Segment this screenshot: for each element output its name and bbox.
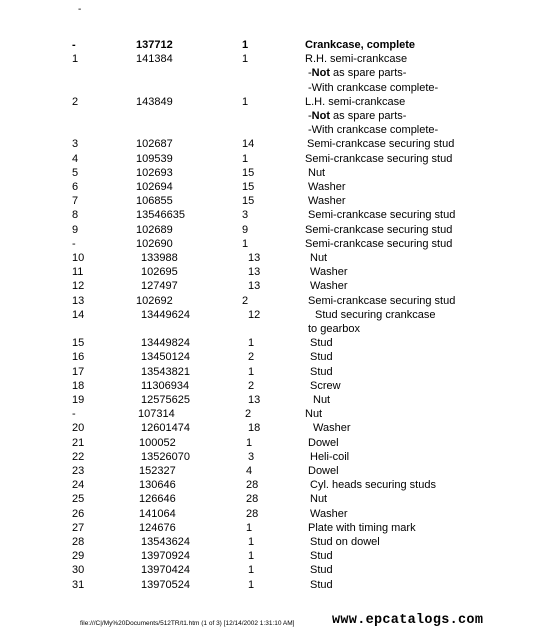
quantity: 1 [242,152,249,165]
part-number: 13543624 [141,536,190,548]
item-number: 18 [72,379,85,392]
quantity: 28 [246,479,259,492]
quantity: 1 [242,237,249,250]
quantity: 13 [248,266,261,279]
description-emphasis: Not [311,110,330,122]
description: Washer [310,507,348,520]
quantity: 2 [242,294,249,307]
description: Cyl. heads securing studs [310,479,436,492]
quantity: 1 [246,436,253,449]
item-number: 13 [72,294,85,307]
item-number: 3 [72,138,79,151]
item-number: 21 [72,436,85,449]
footer-brand: www.epcatalogs.com [332,613,484,628]
part-number: 102694 [136,181,173,193]
item-number: 28 [72,536,85,548]
part-number: 13450124 [141,351,190,364]
item-number: - [72,408,76,421]
quantity: 13 [248,252,261,264]
item-number: 23 [72,465,85,477]
part-number: 124676 [139,521,176,534]
item-number: 12 [72,280,85,293]
description: Dowel [308,436,339,449]
quantity: 14 [242,138,255,151]
part-number: 13526070 [141,450,190,463]
part-number: 13449624 [141,308,190,321]
quantity: 1 [242,39,249,51]
description: L.H. semi-crankcase [305,95,406,108]
quantity: 1 [246,521,253,534]
part-number: 126646 [139,493,176,506]
description: Stud [310,564,333,577]
quantity: 1 [248,536,255,548]
item-number: 1 [72,53,79,66]
item-number: 27 [72,521,85,534]
description: -With crankcase complete- [308,81,439,94]
description-rest: as spare parts- [330,67,407,80]
part-number: 11306934 [141,379,190,392]
item-number: 25 [72,493,85,506]
quantity: 2 [245,408,252,421]
part-number: 13970524 [141,578,190,591]
quantity: 15 [242,181,255,193]
part-number: 102693 [136,166,173,179]
description: Nut [313,394,331,406]
description: Stud securing crankcase [315,308,436,321]
description: Stud on dowel [310,536,380,548]
description: Semi-crankcase securing stud [305,237,453,250]
part-number: 102692 [136,294,173,307]
item-number: 7 [72,195,79,208]
description: Semi-crankcase securing stud [308,209,456,222]
part-number: 106855 [136,195,173,208]
part-number: 13970924 [141,550,190,563]
description: Stud [310,337,333,350]
part-number: 152327 [139,465,176,477]
quantity: 9 [242,223,249,236]
description: Washer [308,195,346,208]
part-number: 127497 [141,280,178,293]
part-number: 133988 [141,252,178,264]
quantity: 1 [248,578,255,591]
quantity: 4 [246,465,253,477]
item-number: 2 [72,95,79,108]
description [308,66,406,80]
item-number: 15 [72,337,85,350]
description: Screw [310,379,341,392]
quantity: 15 [242,195,255,208]
quantity: 18 [248,422,261,435]
description: Heli-coil [310,450,350,463]
quantity: 15 [242,166,255,179]
part-number: 107314 [138,408,175,421]
quantity: 1 [248,550,255,563]
part-number: 13543821 [141,365,190,378]
part-number: 100052 [139,436,176,449]
description: -With crankcase complete- [308,124,439,137]
description-prefix: - [308,110,312,122]
item-number: 8 [72,209,79,222]
top-dash: - [78,4,82,15]
item-number: 11 [72,266,84,279]
footer-file-path: file:///C|/My%20Documents/512TR/t1.htm (1 of 3) [12/14/2002 1:31:10 AM] [80,620,295,627]
part-number: 102689 [136,223,173,236]
description: Washer [310,280,348,293]
description-rest: as spare parts- [330,110,407,122]
description: Washer [310,266,348,279]
description: Semi-crankcase securing stud [305,152,453,165]
part-number: 12575625 [141,394,190,406]
quantity: 1 [248,564,255,577]
description: Plate with timing mark [308,521,416,534]
description-emphasis: Not [311,67,330,80]
quantity: 2 [248,351,255,364]
part-number: 143849 [136,95,173,108]
item-number: 9 [72,223,79,236]
item-number: 6 [72,181,79,193]
description: R.H. semi-crankcase [305,53,408,66]
description: Nut [310,493,328,506]
item-number: 22 [72,450,85,463]
part-number: 137712 [136,39,173,51]
item-number: 24 [72,479,85,492]
quantity: 1 [242,53,249,66]
part-number: 141064 [139,507,176,520]
quantity: 3 [242,209,249,222]
description: Semi-crankcase securing stud [308,294,456,307]
item-number: 20 [72,422,85,435]
item-number: 17 [72,365,85,378]
description: Stud [310,578,333,591]
description: to gearbox [308,323,360,335]
quantity: 1 [248,337,255,350]
part-number: 12601474 [141,422,190,435]
item-number: 26 [72,507,85,520]
part-number: 13970424 [141,564,190,577]
part-number: 13546635 [136,209,185,222]
item-number: 30 [72,564,85,577]
quantity: 1 [242,95,249,108]
description: Nut [310,252,328,264]
item-number: 5 [72,166,79,179]
description: Dowel [308,465,339,477]
item-number: 19 [72,394,85,406]
part-number: 102687 [136,138,173,151]
part-number: 13449824 [141,337,190,350]
description: Washer [308,181,346,193]
description: Semi-crankcase securing stud [307,138,455,151]
description: Washer [313,422,351,435]
item-number: - [72,237,76,250]
quantity: 3 [248,450,255,463]
description: Stud [310,550,333,563]
quantity: 28 [246,507,259,520]
item-number: 31 [72,578,85,591]
item-number: - [72,39,76,51]
part-number: 102690 [136,237,173,250]
quantity: 12 [248,308,261,321]
description [308,109,406,123]
description: Stud [310,351,333,364]
item-number: 14 [72,308,85,321]
quantity: 13 [248,280,261,293]
description: Stud [310,365,333,378]
part-number: 141384 [136,53,173,66]
quantity: 2 [248,379,255,392]
description: Nut [305,408,323,421]
description: Semi-crankcase securing stud [305,223,453,236]
quantity: 28 [246,493,259,506]
description: Crankcase, complete [305,39,416,51]
description: Nut [308,166,326,179]
item-number: 16 [72,351,85,364]
quantity: 13 [248,394,261,406]
quantity: 1 [248,365,255,378]
item-number: 29 [72,550,85,563]
part-number: 102695 [141,266,178,279]
description-prefix: - [308,67,312,80]
item-number: 4 [72,152,79,165]
part-number: 130646 [139,479,176,492]
part-number: 109539 [136,152,173,165]
item-number: 10 [72,252,85,264]
